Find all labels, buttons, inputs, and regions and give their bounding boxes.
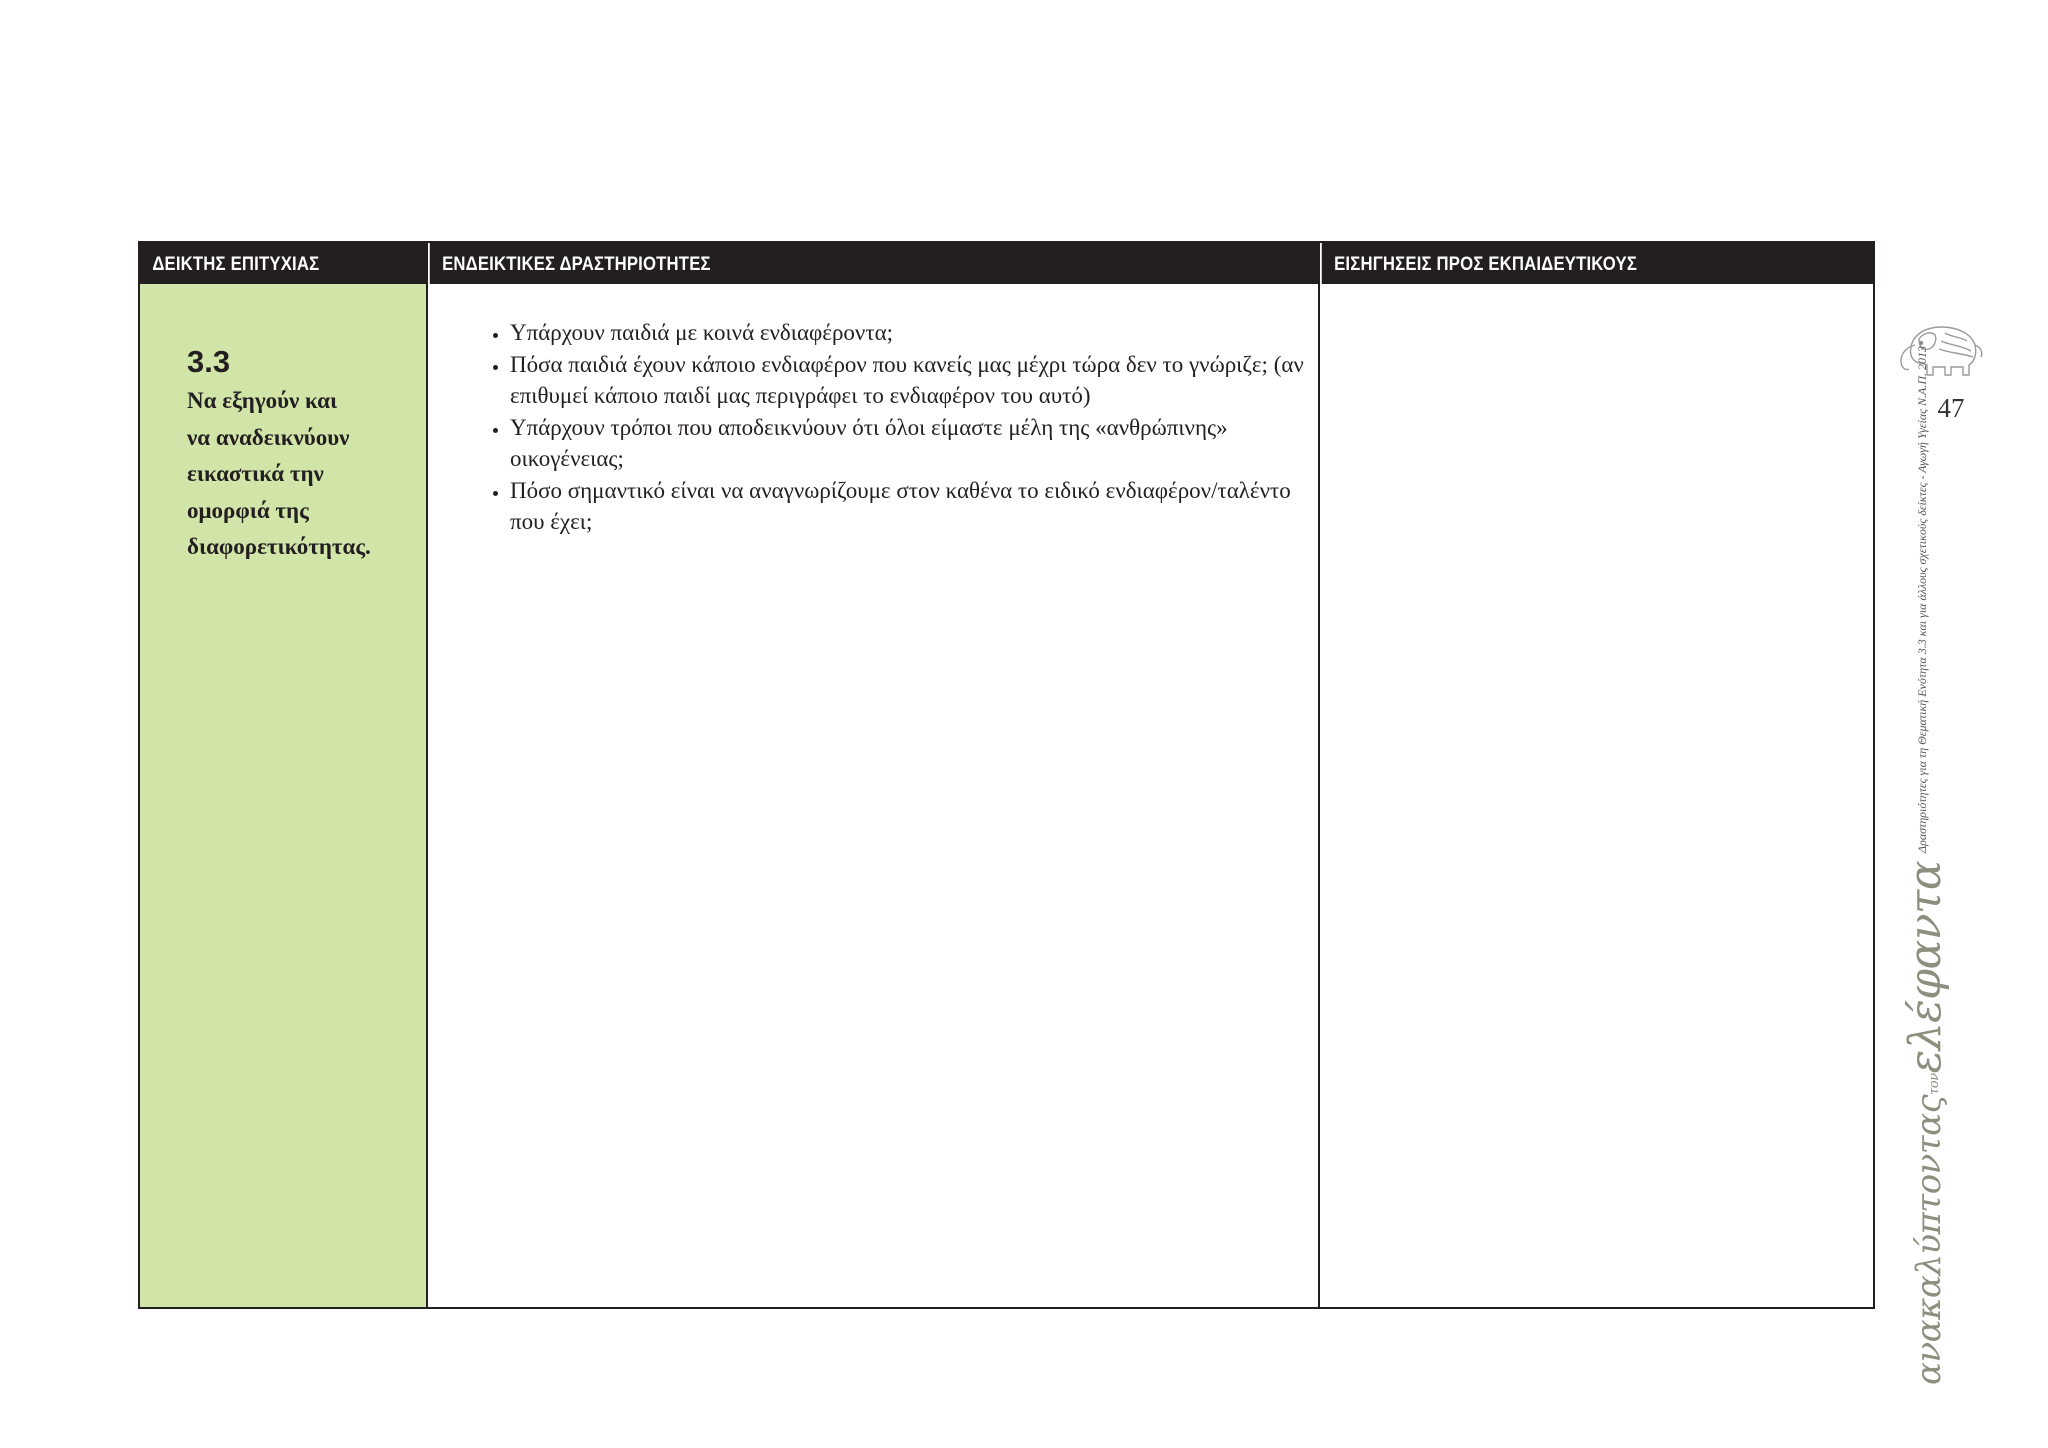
indicator-line: διαφορετικότητας. (187, 534, 371, 559)
indicator-line: να αναδεικνύουν (187, 424, 350, 450)
header-teacher-suggestions: ΕΙΣΗΓΗΣΕΙΣ ΠΡΟΣ ΕΚΠΑΙΔΕΥΤΙΚΟΥΣ (1320, 243, 1808, 284)
header-success-indicator: ΔΕΙΚΤΗΣ ΕΠΙΤΥΧΙΑΣ (152, 254, 320, 275)
activity-item: • Υπάρχουν παιδιά με κοινά ενδιαφέροντα; (510, 317, 1330, 349)
sidebar-caption (1900, 346, 1951, 1385)
brand-wordmark: ανακαλύπτονταςτονελέφαντα (1900, 860, 1951, 1385)
indicator-number: 3.3 (187, 344, 231, 379)
indicator-description (187, 383, 417, 566)
curriculum-table (138, 241, 1875, 1309)
header-activities: ΕΝΔΕΙΚΤΙΚΕΣ ΔΡΑΣΤΗΡΙΟΤΗΤΕΣ (428, 243, 1213, 284)
activity-item: • Πόσο σημαντικό είναι να αναγνωρίζουμε στον καθένα το ειδικό ενδιαφέρον/ταλέντο που έχει; (510, 475, 1330, 538)
table-header (140, 243, 1873, 284)
page-number: 47 (1937, 393, 1965, 423)
activity-item: • Υπάρχουν τρόποι που αποδεικνύουν ότι όλοι είμαστε μέλη της «ανθρώπινης» οικογένειας; (510, 412, 1330, 475)
suggestions-cell (1320, 284, 1873, 1307)
activities-cell (428, 284, 1320, 1307)
activity-item: • Πόσα παιδιά έχουν κάποιο ενδιαφέρον που κανείς μας μέχρι τώρα δεν το γνώριζε; (αν επιθυμεί κάποιο παιδί μας περιγράφει το ενδιαφέρον του αυτό) (510, 349, 1330, 412)
caption-text: Δραστηριότητες για τη Θεματική Ενότητα 3.3 και για άλλους σχετικούς δείκτες - Αγωγή Υγείας Ν.Α.Π. 2013 (1915, 345, 1929, 853)
activities-list (468, 317, 1330, 538)
indicator-line: Να εξηγούν και (187, 388, 338, 413)
indicator-line: εικαστικά την (187, 461, 324, 486)
indicator-cell (140, 284, 428, 1307)
indicator-line: ομορφιά της (187, 497, 309, 523)
